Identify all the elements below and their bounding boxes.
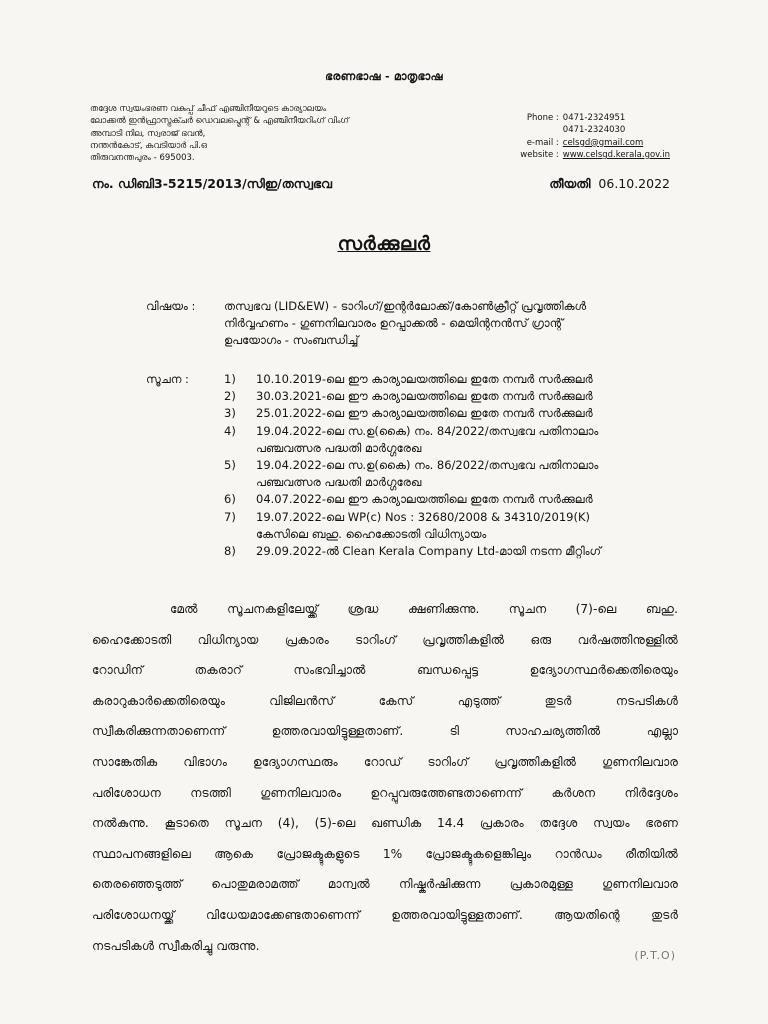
reference-item <box>224 491 686 508</box>
phone-number-2: 0471-2324030 <box>562 125 626 136</box>
page-turn-marker: (P.T.O) <box>634 949 676 962</box>
reference-number-marker: 8) <box>224 544 236 559</box>
reference-text: 04.07.2022-ലെ ഈ കാര്യാലയത്തിലെ ഇതേ നമ്പർ സർക്കുലർ <box>256 492 593 507</box>
reference-item <box>224 543 686 560</box>
body-line: നൽകുന്നു. കൂടാതെ സൂചന (4), (5)-ലെ ഖണ്ഡിക 14.4 പ്രകാരം തദ്ദേശ സ്വയം ഭരണ <box>92 816 678 831</box>
reference-item <box>224 423 686 457</box>
references-block <box>146 371 686 560</box>
references-label: സൂചന : <box>146 372 189 386</box>
reference-text: 10.10.2019-ലെ ഈ കാര്യാലയത്തിലെ ഇതേ നമ്പർ സർക്കുലർ <box>256 372 593 386</box>
body-line: സ്ഥാപനങ്ങളിലെ ആകെ പ്രോജക്ടുകളുടെ 1% പ്രോജക്ടുകളെങ്കിലും റാൻഡം രീതിയിൽ <box>92 846 678 861</box>
body-line: തെരഞ്ഞെടുത്ത് പൊതുമരാമത്ത് മാന്വൽ നിഷ്കർഷിക്കുന്ന പ്രകാരമുള്ള ഗുണനിലവാര <box>92 877 678 892</box>
reference-item <box>224 405 686 422</box>
email-label: e-mail : <box>526 137 559 148</box>
date-label: തീയതി <box>549 176 591 191</box>
reference-text: 25.01.2022-ലെ ഈ കാര്യാലയത്തിലെ ഇതേ നമ്പർ സർക്കുലർ <box>256 406 593 421</box>
reference-number-marker: 4) <box>224 423 236 438</box>
body-line: നടപടികൾ സ്വീകരിച്ചു വരുന്നു. <box>92 938 260 953</box>
contact-block <box>459 112 670 161</box>
body-line: കരാറുകാർക്കെതിരെയും വിജിലൻസ് കേസ് എടുത്ത് തുടർ നടപടികൾ <box>92 693 678 708</box>
website-row <box>459 149 670 161</box>
phone-row <box>459 112 670 124</box>
body-line: സ്വീകരിക്കുന്നതാണെന്ന് ഉത്തരവായിട്ടുള്ളതാണ്. ടി സാഹചര്യത്തിൽ എല്ലാ <box>92 724 678 739</box>
reference-text: 29.09.2022-ൽ Clean Kerala Company Ltd-മായി നടന്ന മീറ്റിംഗ് <box>256 544 602 559</box>
office-address <box>90 103 349 164</box>
subject-line: തസ്വഭവ (LID&EW) - ടാറിംഗ്/ഇന്റർലോക്ക്/കോൺക്രീറ്റ് പ്രവൃത്തികൾ <box>224 299 587 313</box>
address-line: തദ്ദേശ സ്വയംഭരണ വകുപ്പ് ചീഫ് എഞ്ചിനീയറുടെ കാര്യാലയം <box>90 104 327 114</box>
reference-text: 19.04.2022-ലെ സ.ഉ(കൈ) നം. 86/2022/തസ്വഭവ പതിനാലാം <box>256 458 599 473</box>
phone-label: Phone : <box>526 113 559 123</box>
reference-text: 19.07.2022-ലെ WP(c) Nos : 32680/2008 & 34310/2019(K) <box>256 509 591 524</box>
reference-number: നം. ഡിബി3-5215/2013/സിഇ/തസ്വഭവ <box>92 176 333 191</box>
subject-label: വിഷയം : <box>146 299 196 313</box>
date-value: 06.10.2022 <box>598 176 670 191</box>
phone-row-2 <box>459 124 670 136</box>
email-row <box>459 137 670 149</box>
reference-text: 19.04.2022-ലെ സ.ഉ(കൈ) നം. 84/2022/തസ്വഭവ പതിനാലാം <box>256 423 599 438</box>
official-language-motto: ഭരണഭാഷ - മാതൃഭാഷ <box>325 70 443 83</box>
reference-text: പഞ്ചവത്സര പദ്ധതി മാർഗ്ഗരേഖ <box>256 475 422 490</box>
address-line: തിരുവനന്തപുരം - 695003. <box>90 153 195 164</box>
address-line: അമ്പാടി നില, സ്വരാജ് ഭവൻ, <box>90 128 206 139</box>
address-line: ലോക്കൽ ഇൻഫ്രാസ്ട്രക്ചർ ഡെവലപ്മെന്റ് & എഞ്ചിനീയറിംഗ് വിംഗ് <box>90 116 349 127</box>
address-line: നന്തൻകോട്, കവടിയാർ പി.ഒ <box>90 140 207 151</box>
reference-item <box>224 371 686 388</box>
references-list <box>224 371 686 560</box>
date-block <box>549 176 670 192</box>
body-line: സാങ്കേതിക വിഭാഗം ഉദ്യോഗസ്ഥരും റോഡ് ടാറിംഗ് പ്രവൃത്തികളിൽ ഗുണനിലവാര <box>92 754 678 769</box>
reference-number-marker: 5) <box>224 458 236 473</box>
reference-item <box>224 388 686 405</box>
body-paragraph <box>92 594 678 961</box>
reference-text: പഞ്ചവത്സര പദ്ധതി മാർഗ്ഗരേഖ <box>256 440 422 455</box>
body-line: ഹൈക്കോടതി വിധിന്യായ പ്രകാരം ടാറിംഗ് പ്രവൃത്തികളിൽ ഒരു വർഷത്തിനുള്ളിൽ <box>92 632 678 647</box>
reference-number-marker: 3) <box>224 406 236 421</box>
website-label: website : <box>520 149 559 160</box>
subject-line: ഉപയോഗം - സംബന്ധിച്ച് <box>224 333 359 347</box>
reference-number-marker: 6) <box>224 492 236 507</box>
body-line: റോഡിന് തകരാറ് സംഭവിച്ചാൽ ബന്ധപ്പെട്ട ഉദ്യോഗസ്ഥർക്കെതിരെയും <box>92 663 678 678</box>
reference-number-marker: 2) <box>224 389 236 404</box>
reference-text: കേസിലെ ബഹു. ഹൈക്കോടതി വിധിന്യായം <box>256 526 487 541</box>
reference-text: 30.03.2021-ലെ ഈ കാര്യാലയത്തിലെ ഇതേ നമ്പർ സർക്കുലർ <box>256 389 593 404</box>
reference-item <box>224 509 686 543</box>
email-link[interactable]: celsgd@gmail.com <box>562 137 644 148</box>
reference-number-marker: 7) <box>224 509 236 524</box>
subject-line: നിർവ്വഹണം - ഗുണനിലവാരം ഉറപ്പാക്കൽ - മെയിന്റനൻസ് ഗ്രാന്റ് <box>224 316 564 330</box>
body-line: പരിശോധന നടത്തി ഗുണനിലവാരം ഉറപ്പുവരുത്തേണ്ടതാണെന്ന് കർശന നിർദ്ദേശം <box>92 785 678 800</box>
document-title: സർക്കുലർ <box>337 233 431 255</box>
reference-line <box>92 176 670 192</box>
body-line: പരിശോധനയ്ക്ക് വിധേയമാക്കേണ്ടതാണെന്ന് ഉത്തരവായിട്ടുള്ളതാണ്. ആയതിന്റെ തുടർ <box>92 907 678 922</box>
phone-number-1: 0471-2324951 <box>562 113 626 123</box>
subject-text <box>224 298 686 349</box>
reference-item <box>224 457 686 491</box>
body-line: മേൽ സൂചനകളിലേയ്ക്ക് ശ്രദ്ധ ക്ഷണിക്കുന്നു. സൂചന (7)-ലെ ബഹു. <box>170 602 678 616</box>
subject-block <box>146 298 686 349</box>
website-link[interactable]: www.celsgd.kerala.gov.in <box>562 149 670 160</box>
reference-number-marker: 1) <box>224 372 236 386</box>
